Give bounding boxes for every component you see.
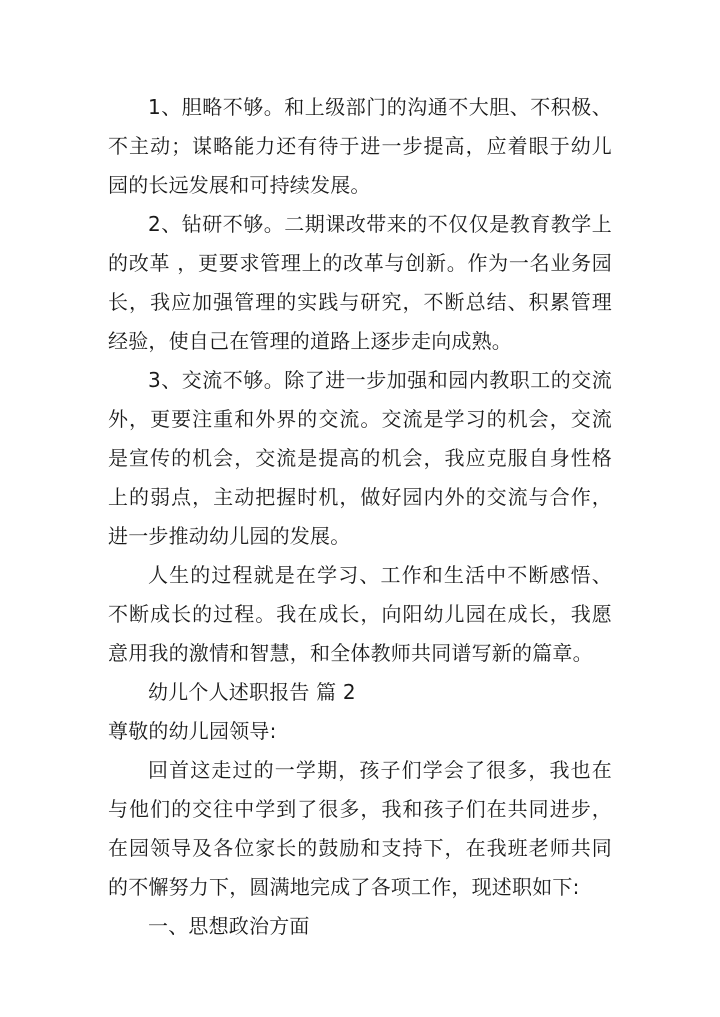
- paragraph-research: 2、钻研不够。二期课改带来的不仅仅是教育教学上的改革 ，更要求管理上的改革与创新。作为一名业务园长，我应加强管理的实践与研究，不断总结、积累管理经验，使自己在管理的道路上逐步走向成熟。: [108, 212, 612, 353]
- salutation: 尊敬的幼儿园领导:: [108, 719, 277, 743]
- paragraph-review: 回首这走过的一学期，孩子们学会了很多，我也在与他们的交往中学到了很多，我和孩子们在共同进步，在园领导及各位家长的鼓励和支持下，在我班老师共同的不懈努力下，圆满地完成了各项工作，现述职如下:: [108, 758, 612, 899]
- paragraph-conclusion: 人生的过程就是在学习、工作和生活中不断感悟、不断成长的过程。我在成长，向阳幼儿园在成长，我愿意用我的激情和智慧，和全体教师共同谱写新的篇章。: [108, 563, 612, 665]
- document-body: [108, 88, 612, 946]
- section-heading-politics: 一、思想政治方面: [148, 914, 310, 938]
- paragraph-communication: 3、交流不够。除了进一步加强和园内教职工的交流外，更要注重和外界的交流。交流是学习的机会，交流是宣传的机会，交流是提高的机会，我应克服自身性格上的弱点，主动把握时机，做好园内外的交流与合作，进一步推动幼儿园的发展。: [108, 368, 612, 548]
- paragraph-boldness: 1、胆略不够。和上级部门的沟通不大胆、不积极、不主动；谋略能力还有待于进一步提高，应着眼于幼儿园的长远发展和可持续发展。: [108, 95, 612, 197]
- section-heading-report-2: 幼儿个人述职报告 篇 2: [148, 680, 356, 704]
